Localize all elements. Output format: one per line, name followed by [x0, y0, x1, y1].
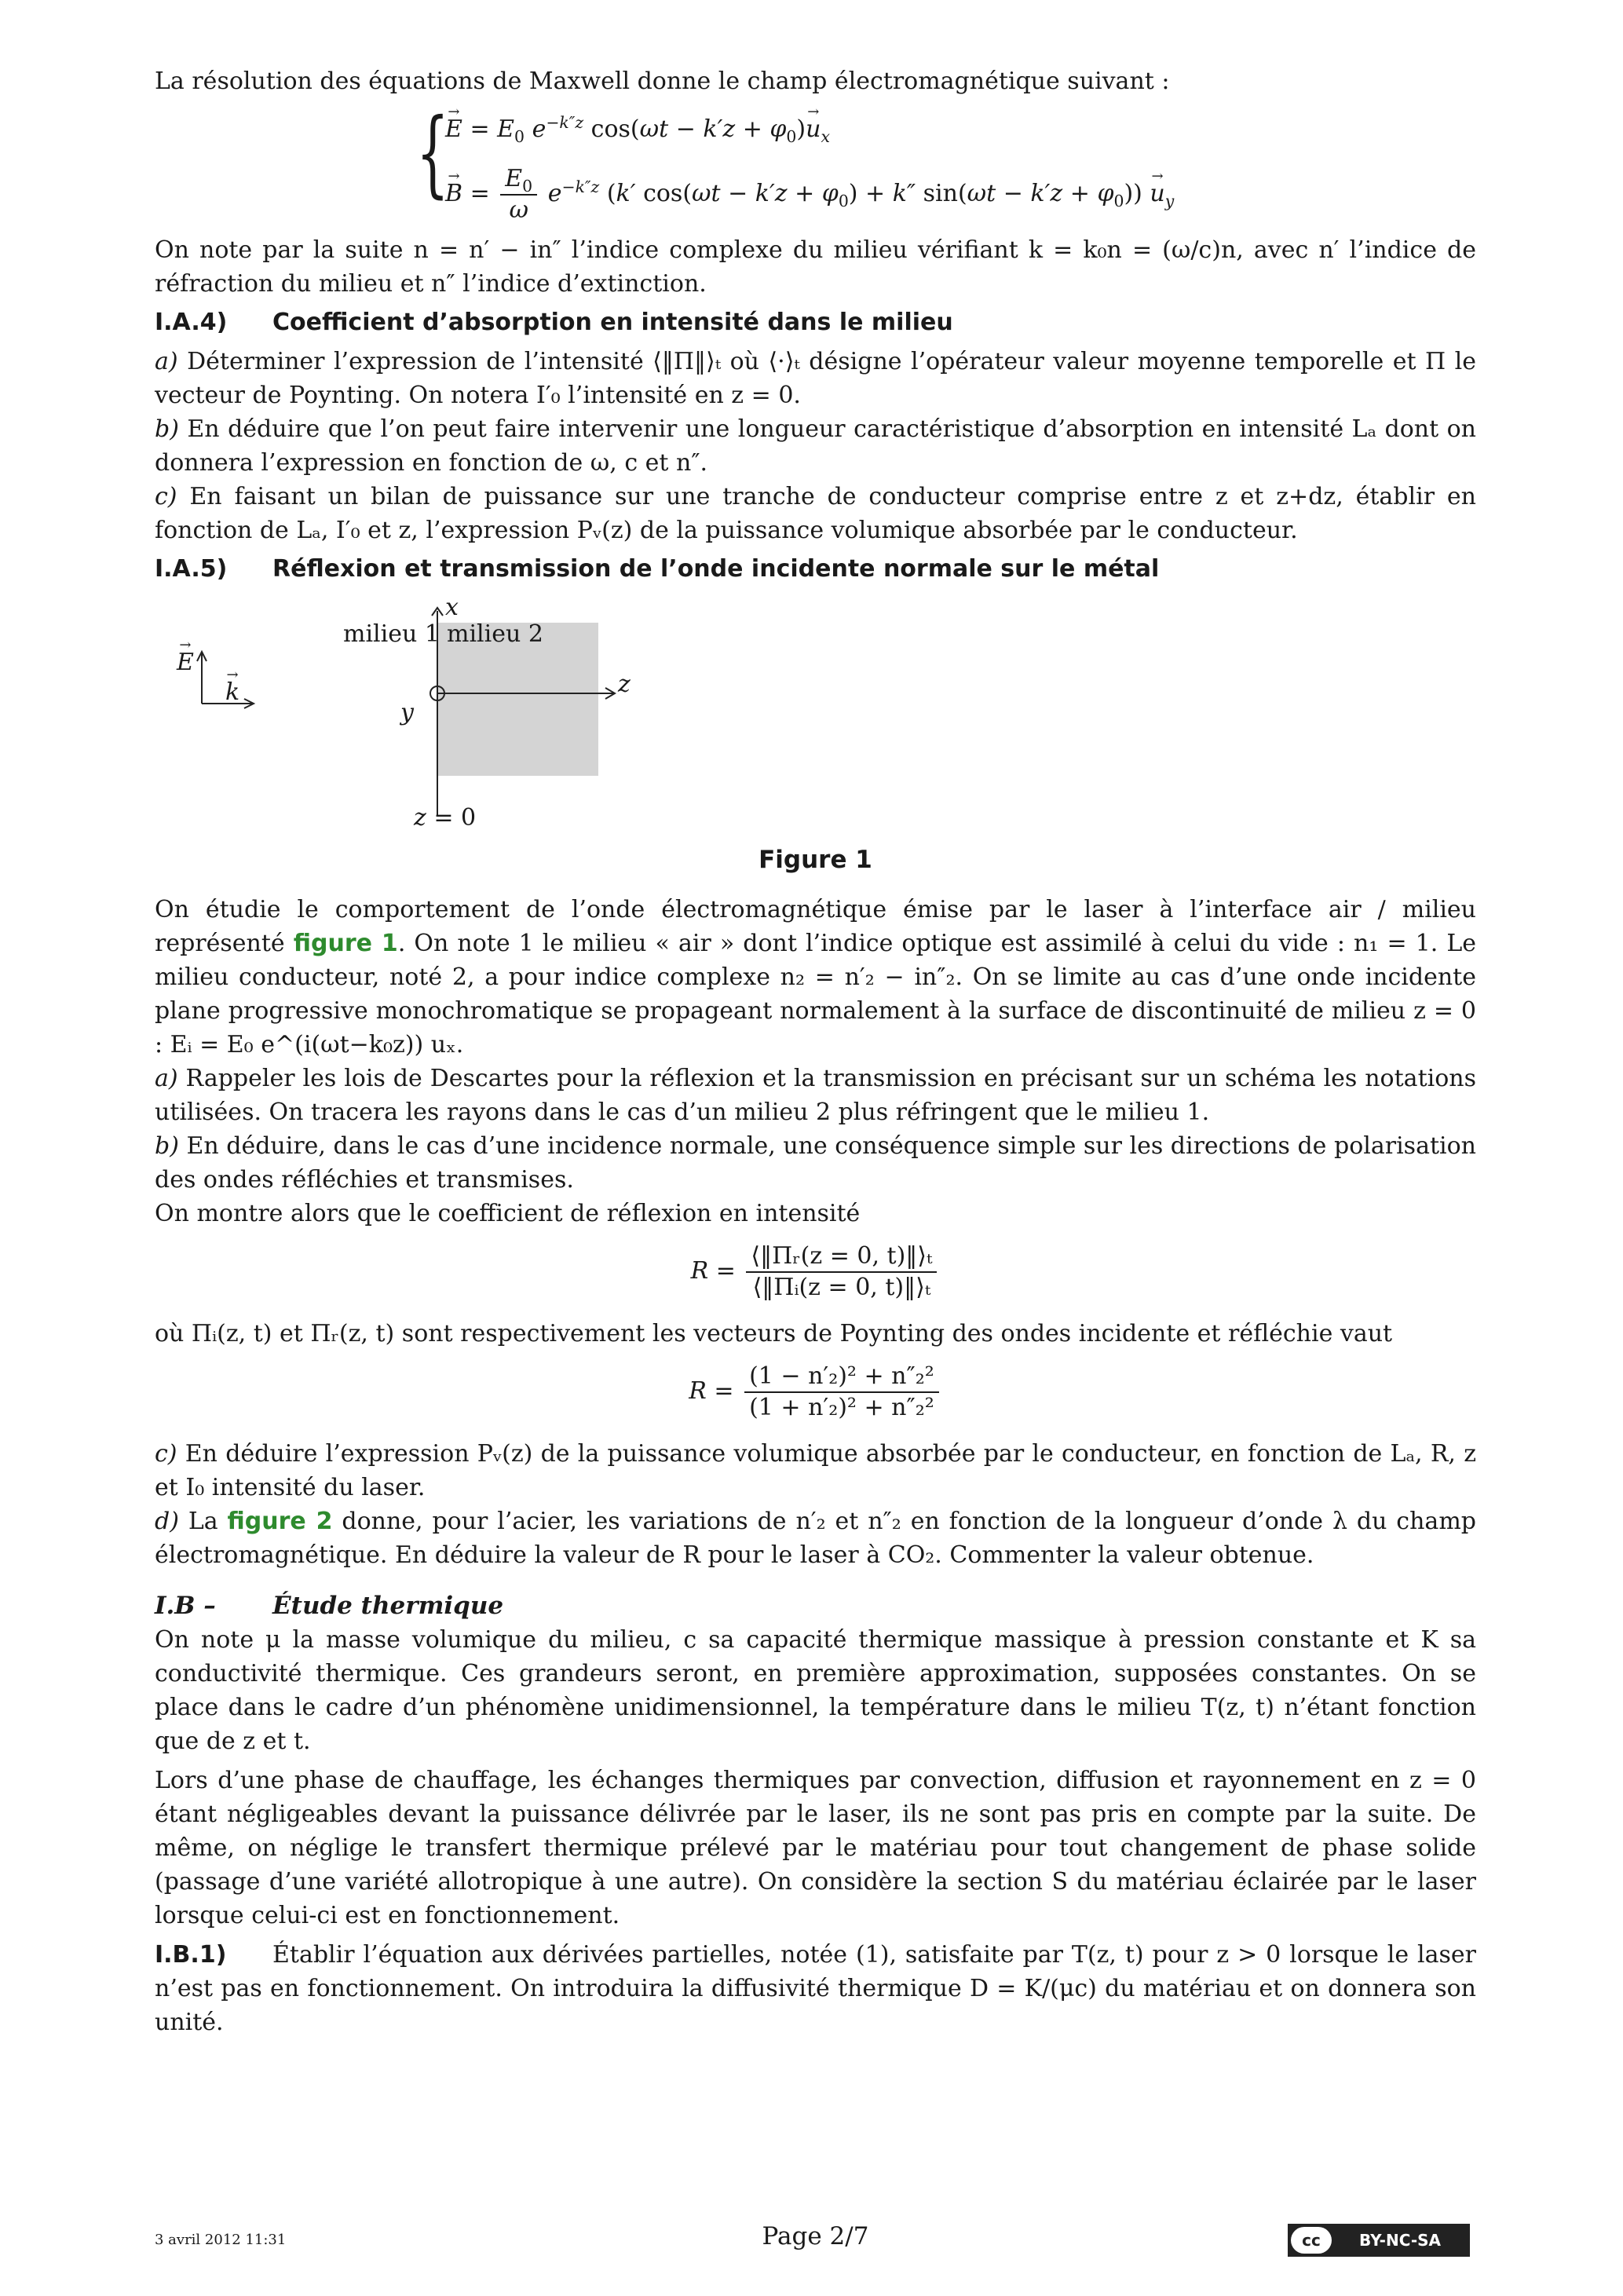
section-ia5-heading: I.A.5) Réflexion et transmission de l’onde incidente normale sur le métal	[155, 555, 1160, 583]
equation-b: → B = $\frac{E_0}{\omega}$ $e^{-k''z}$ (k′ $\cos(\omega t - k'z + \varphi_0) + k''$ $\sin(\omega t - k'z + \varphi_0)) \to u_y$	[445, 164, 1174, 225]
question-ia4-b: b) En déduire que l’on peut faire intervenir une longueur caractéristique d’absorption en intensité Lₐ dont on donnera l’expression en fonction de ω, c et n″.	[155, 415, 1476, 477]
question-ia5-a: a) Rappeler les lois de Descartes pour la réflexion et la transmission en précisant sur un schéma les notations utilisées. On tracera les rayons dans le cas d’un milieu 2 plus réfringent que le milieu 1.	[155, 1065, 1476, 1126]
milieu-1-label: milieu 1	[343, 620, 440, 648]
section-ib-heading: I.B – Étude thermique	[155, 1592, 504, 1620]
intro-paragraph: La résolution des équations de Maxwell donne le champ électromagnétique suivant :	[155, 68, 1170, 95]
license-text: BY-NC-SA	[1358, 2231, 1442, 2250]
page-content	[155, 64, 1476, 2039]
question-ib1: I.B.1) Établir l’équation aux dérivées partielles, notée (1), satisfaite par T(z, t) pour z > 0 lorsque le laser n’est pas en fonctionnement. On introduira la diffusivité thermique D = K/(μc) du matériau et on donnera son unité.	[155, 1941, 1476, 2036]
reflection-formula: R = $\frac{\text{(1 − n′₂)² + n″₂²}}{\text{(1 + n′₂)² + n″₂²}}$	[155, 1362, 1476, 1423]
figure-1-link[interactable]: figure 1	[293, 930, 398, 957]
figure-2-link[interactable]: figure 2	[227, 1508, 333, 1535]
poynting-paragraph: où Πᵢ(z, t) et Πᵣ(z, t) sont respectivement les vecteurs de Poynting des ondes incidente et réfléchie vaut	[155, 1320, 1393, 1347]
z-axis-label: z	[618, 671, 631, 698]
ib-paragraph-2: Lors d’une phase de chauffage, les échanges thermiques par convection, diffusion et rayonnement en z = 0 étant négligeables devant la puissance délivrée par le laser, ils ne sont pas pris en compte par la suite. De même, on néglige le transfert thermique prélevé par le matériau pour tout changement de phase solide (passage d’une variété allotropique à une autre). On considère la section S du matériau éclairée par le laser lorsque celui-ci est en fonctionnement.	[155, 1767, 1476, 1929]
license-badge	[1288, 2224, 1470, 2257]
x-axis-label: x	[445, 594, 459, 621]
milieu-2-label: milieu 2	[447, 620, 543, 648]
figure-1-caption: Figure 1	[758, 846, 872, 874]
question-ia5-b: b) En déduire, dans le cas d’une incidence normale, une conséquence simple sur les directions de polarisation des ondes réfléchies et transmises.	[155, 1132, 1476, 1194]
ib-paragraph-1: On note μ la masse volumique du milieu, c sa capacité thermique massique à pression constante et K sa conductivité thermique. Ces grandeurs seront, en première approximation, supposées constantes. On se place dans le cadre d’un phénomène unidimensionnel, la température dans le milieu T(z, t) n’étant fonction que de z et t.	[155, 1626, 1476, 1755]
reflection-intro: On montre alors que le coefficient de réflexion en intensité	[155, 1200, 861, 1227]
figure-1	[155, 595, 1476, 846]
reflection-definition: R = $\frac{\text{⟨‖Πᵣ(z = 0, t)‖⟩ₜ}}{\text{⟨‖Πᵢ(z = 0, t)‖⟩ₜ}}$	[155, 1241, 1476, 1303]
field-equations: { → $E = E_0$ $e^{-k''z}$ $\cos(\omega t - k'z + \varphi_0)\to u_x$ → B = $\frac{E_0}{\omega}$ $e^{-k''z}$ (k′ $\cos(\omega t - k'z + \varphi_0) + k''$ $\sin(\omega t - k'z + \varphi_0)) \to u_y$	[155, 103, 1476, 221]
footer-date: 3 avril 2012 11:31	[155, 2232, 287, 2248]
section-ia4-heading: I.A.4) Coefficient d’absorption en intensité dans le milieu	[155, 309, 953, 336]
question-ia4-a: a) Déterminer l’expression de l’intensité ⟨‖Π‖⟩ₜ où ⟨·⟩ₜ désigne l’opérateur valeur moyenne temporelle et Π le vecteur de Poynting. On notera I′₀ l’intensité en z = 0.	[155, 348, 1476, 409]
k-vector-label: → k	[225, 675, 239, 709]
question-ia4-c: c) En faisant un bilan de puissance sur une tranche de conducteur comprise entre z et z+dz, établir en fonction de Lₐ, I′₀ et z, l’expression Pᵥ(z) de la puissance volumique absorbée par le conducteur.	[155, 483, 1476, 544]
equation-e: → $E = E_0$ $e^{-k''z}$ $\cos(\omega t - k'z + \varphi_0)\to u_x$	[445, 112, 830, 146]
ia5-intro-paragraph: On étudie le comportement de l’onde électromagnétique émise par le laser à l’interface air / milieu représenté figure 1. On note 1 le milieu « air » dont l’indice optique est assimilé à celui du vide : n₁ = 1. Le milieu conducteur, noté 2, a pour indice complexe n₂ = n′₂ − in″₂. On se limite au cas d’une onde incidente plane progressive monochromatique se propageant normalement à la surface de discontinuité de milieu z = 0 : Eᵢ = E₀ e^(i(ωt−k₀z)) uₓ.	[155, 896, 1477, 1058]
question-ia5-d: d) La figure 2 donne, pour l’acier, les variations de n′₂ et n″₂ en fonction de la longueur d’onde λ du champ électromagnétique. En déduire la valeur de R pour le laser à CO₂. Commenter la valeur obtenue.	[155, 1508, 1476, 1569]
z0-label: z = 0	[414, 804, 477, 832]
page-footer	[155, 2219, 1476, 2254]
cc-logo-icon: cc	[1291, 2227, 1332, 2254]
footer-page-number: Page 2/7	[762, 2222, 869, 2250]
question-ia5-c: c) En déduire l’expression Pᵥ(z) de la puissance volumique absorbée par le conducteur, en fonction de Lₐ, R, z et I₀ intensité du laser.	[155, 1440, 1476, 1501]
e-vector-label: → E	[177, 645, 194, 679]
y-axis-label: y	[400, 699, 414, 726]
index-paragraph: On note par la suite n = n′ − in″ l’indice complexe du milieu vérifiant k = k₀n = (ω/c)n, avec n′ l’indice de réfraction du milieu et n″ l’indice d’extinction.	[155, 236, 1476, 298]
